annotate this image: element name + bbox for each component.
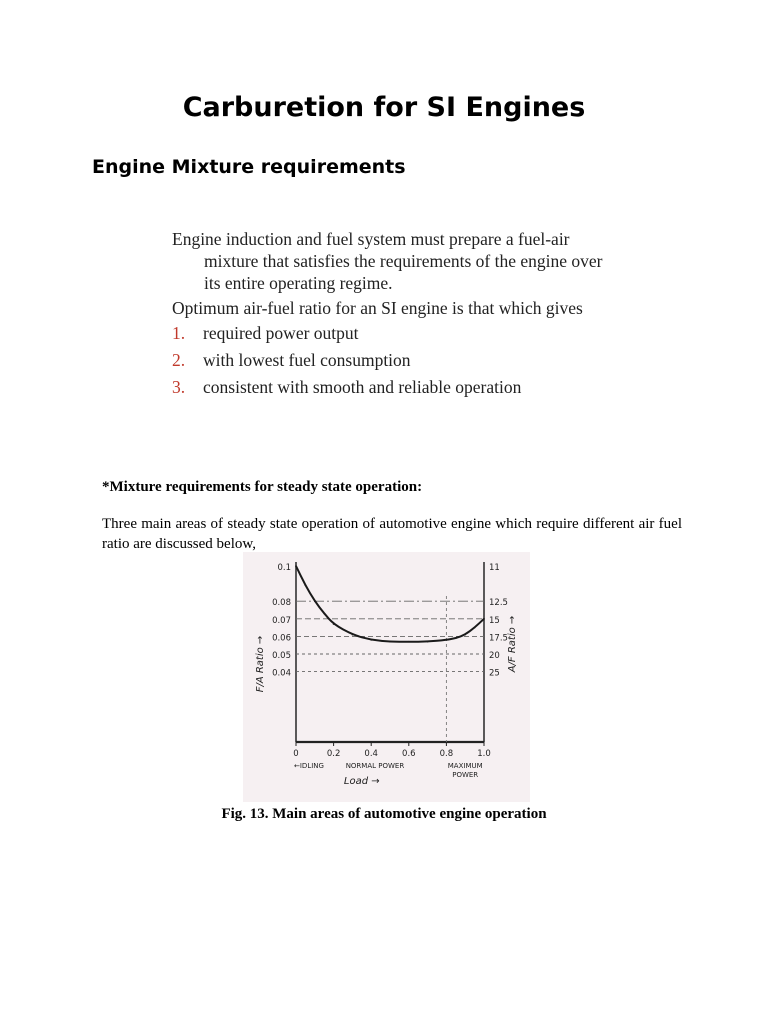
data-point <box>408 641 410 643</box>
data-point <box>370 639 372 641</box>
intro-paragraph-2: Optimum air-fuel ratio for an SI engine is that which gives <box>172 298 583 318</box>
data-point <box>474 627 476 629</box>
data-point <box>389 641 391 643</box>
y-right-axis-title: A/F Ratio → <box>507 615 518 673</box>
list-text: consistent with smooth and reliable operation <box>203 377 522 397</box>
mixture-curve <box>296 566 484 642</box>
data-point <box>464 634 466 636</box>
figure-caption: Fig. 13. Main areas of automotive engine operation <box>221 806 547 822</box>
data-point <box>295 565 297 567</box>
x-tick-label: 0.2 <box>326 749 341 759</box>
data-point <box>352 634 354 636</box>
section-subtitle: Engine Mixture requirements <box>92 156 406 178</box>
region-label-maximum: MAXIMUM <box>447 762 483 770</box>
y-right-tick-label: 11 <box>489 563 500 573</box>
section-body: Three main areas of steady state operation of automotive engine which require different air fuel ratio are discussed below, <box>102 516 682 552</box>
mixture-chart-figure <box>243 552 530 802</box>
list-text: required power output <box>203 323 359 343</box>
list-item <box>172 349 612 371</box>
data-point <box>333 623 335 625</box>
list-text: with lowest fuel consumption <box>203 350 411 370</box>
region-label-normal-power: NORMAL POWER <box>345 762 405 770</box>
x-tick-label: 0 <box>293 749 299 759</box>
requirements-list <box>172 322 612 398</box>
y-right-tick-label: 20 <box>489 651 500 661</box>
list-number: 1. <box>172 323 186 343</box>
y-right-tick-label: 12.5 <box>489 598 508 609</box>
data-point <box>305 585 307 587</box>
x-tick-label: 0.6 <box>402 749 416 759</box>
y-left-tick-label: 0.06 <box>272 633 291 644</box>
y-left-tick-label: 0.07 <box>272 615 291 626</box>
region-label-idling: ←IDLING <box>294 762 324 770</box>
x-axis-label: Load → <box>343 776 380 787</box>
y-right-tick-label: 15 <box>489 615 500 626</box>
y-left-axis-title: F/A Ratio → <box>255 635 266 693</box>
data-point <box>427 641 429 643</box>
y-left-tick-label: 0.1 <box>277 563 291 573</box>
y-left-tick-label: 0.05 <box>272 651 291 661</box>
y-left-tick-label: 0.04 <box>272 668 291 679</box>
mixture-chart <box>243 552 530 802</box>
x-tick-label: 1.0 <box>477 749 491 759</box>
list-number: 2. <box>172 350 186 370</box>
y-right-tick-label: 17.5 <box>489 633 508 644</box>
data-point <box>455 637 457 639</box>
data-point <box>314 600 316 602</box>
data-point <box>483 618 485 620</box>
list-number: 3. <box>172 377 186 397</box>
data-point <box>446 639 448 641</box>
page-title: Carburetion for SI Engines <box>182 92 586 123</box>
region-label-power: POWER <box>452 771 479 779</box>
x-tick-label: 0.8 <box>439 749 454 759</box>
list-item <box>172 322 612 344</box>
intro-paragraph-1: Engine induction and fuel system must prepare a fuel-air mixture that satisfies the requirements of the engine over its entire operating regime. <box>172 229 603 293</box>
x-tick-label: 0.4 <box>364 749 378 759</box>
y-right-tick-label: 25 <box>489 668 500 679</box>
y-left-tick-label: 0.08 <box>272 598 291 609</box>
list-item <box>172 376 612 398</box>
slide-text-block <box>172 228 612 403</box>
data-point <box>323 613 325 615</box>
section-heading: *Mixture requirements for steady state operation: <box>102 479 423 495</box>
